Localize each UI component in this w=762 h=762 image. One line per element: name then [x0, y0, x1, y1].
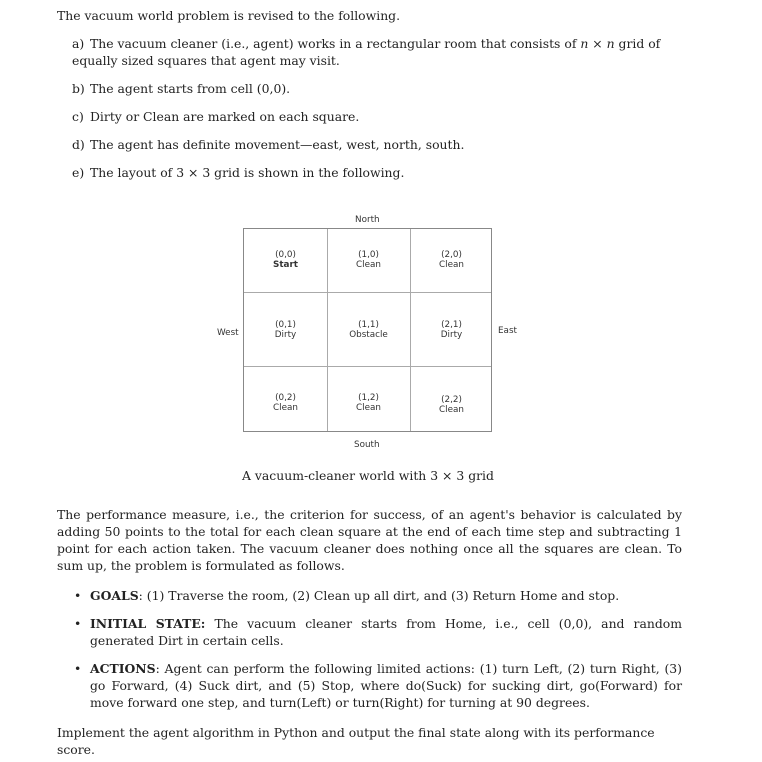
grid-line: [244, 366, 491, 367]
list-item-e: e) The layout of 3 × 3 grid is shown in the following.: [72, 165, 405, 180]
north-label: North: [355, 215, 380, 225]
list-label: a): [72, 36, 85, 51]
bullet-icon: •: [74, 616, 82, 631]
west-label: West: [217, 328, 239, 338]
performance-paragraph: The performance measure, i.e., the criterion for success, of an agent's behavior is calculated by adding 50 points to the total for each clean square at the end of each time step and subtracting 1 point for each action taken. The vacuum cleaner does nothing once all the squares are clean. To sum up, the problem is formulated as follows.: [57, 507, 682, 573]
list-label: b): [72, 81, 85, 96]
list-label: e): [72, 165, 85, 180]
bullet-initial-state: INITIAL STATE: The vacuum cleaner starts from Home, i.e., cell (0,0), and random generated Dirt in certain cells.: [90, 616, 682, 648]
bullet-goals: GOALS: (1) Traverse the room, (2) Clean up all dirt, and (3) Return Home and stop.: [90, 588, 620, 603]
south-label: South: [354, 440, 380, 450]
list-item-c: c) Dirty or Clean are marked on each square.: [72, 109, 360, 124]
grid-cell-1-1: (1,1) Obstacle: [349, 320, 388, 340]
list-label: c): [72, 109, 84, 124]
grid-cell-1-2: (1,2) Clean: [356, 393, 381, 413]
intro-text: The vacuum world problem is revised to the following.: [57, 8, 401, 23]
grid-cell-0-2: (0,2) Clean: [273, 393, 298, 413]
grid-cell-0-1: (0,1) Dirty: [274, 320, 297, 340]
vacuum-grid: [243, 228, 492, 432]
grid-cell-2-0: (2,0) Clean: [439, 250, 464, 270]
closing-text: Implement the agent algorithm in Python and output the final state along with its performance score.: [57, 725, 655, 757]
east-label: East: [498, 326, 517, 336]
grid-line: [244, 292, 491, 293]
grid-cell-2-2: (2,2) Clean: [439, 395, 464, 415]
bullet-icon: •: [74, 588, 82, 603]
list-item-d: d) The agent has definite movement—east, west, north, south.: [72, 137, 465, 152]
grid-cell-0-0: (0,0) Start: [272, 250, 299, 270]
list-item-b: b) The agent starts from cell (0,0).: [72, 81, 291, 96]
bullet-actions: ACTIONS: Agent can perform the following limited actions: (1) turn Left, (2) turn Right, (3) go Forward, (4) Suck dirt, and (5) Stop, where do(Suck) for sucking dirt, go(Forward) for move forward one step, and turn(Left) or turn(Right) for turning at 90 degrees.: [90, 661, 682, 710]
figure-caption: A vacuum-cleaner world with 3 × 3 grid: [242, 468, 494, 483]
grid-cell-2-1: (2,1) Dirty: [440, 320, 463, 340]
list-label: d): [72, 137, 85, 152]
list-item-a: a) The vacuum cleaner (i.e., agent) works in a rectangular room that consists of n × n grid of equally sized squares that agent may visit.: [72, 36, 661, 68]
bullet-icon: •: [74, 661, 82, 676]
grid-cell-1-0: (1,0) Clean: [356, 250, 381, 270]
